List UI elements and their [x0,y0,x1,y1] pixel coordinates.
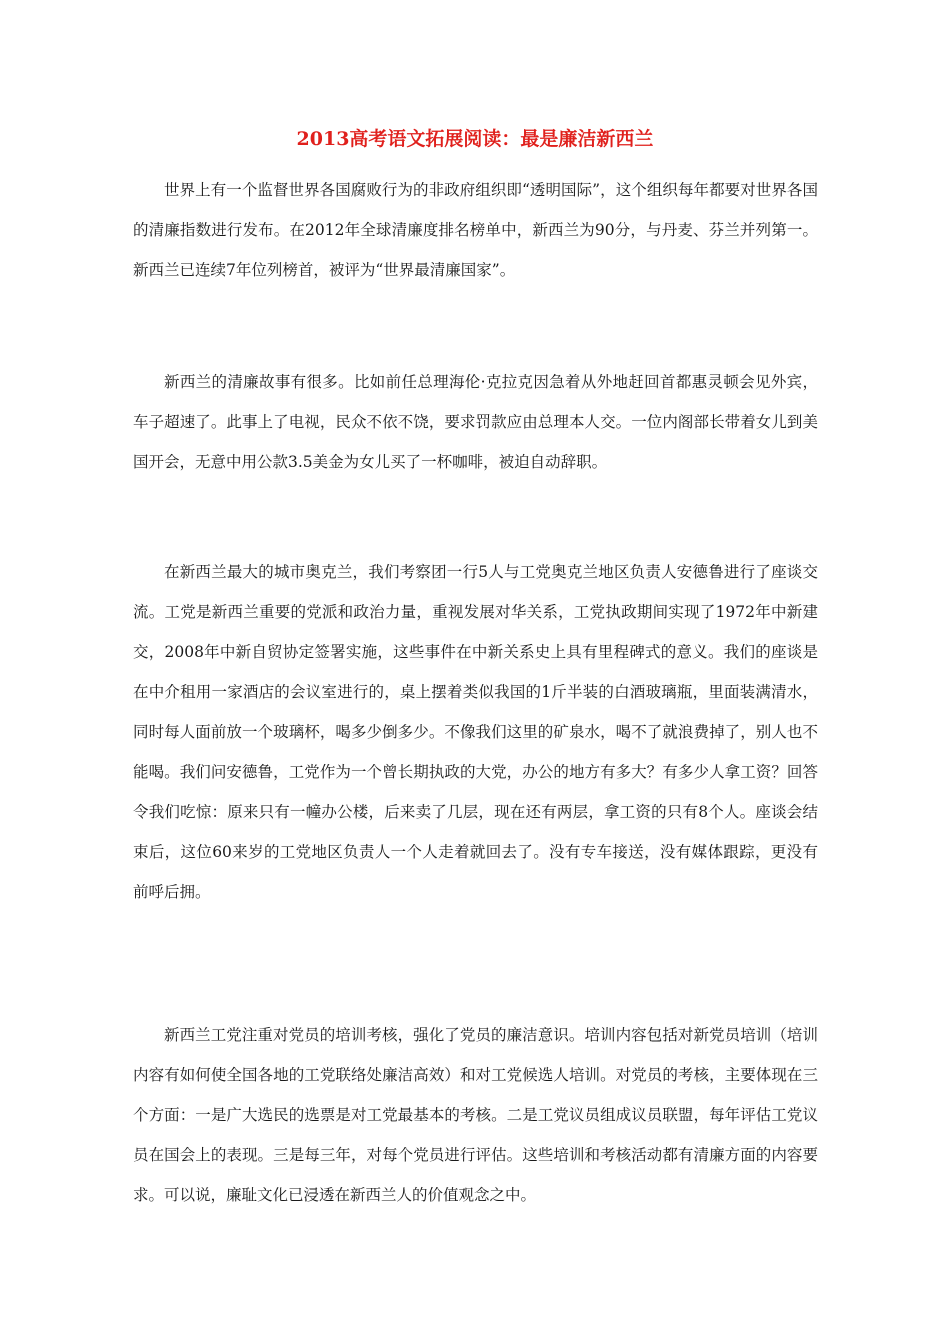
document-title: 2013高考语文拓展阅读：最是廉洁新西兰 [296,128,654,150]
paragraph-integrity-stories: 新西兰的清廉故事有很多。比如前任总理海伦·克拉克因急着从外地赶回首都惠灵顿会见外宾，车子超速了。此事上了电视，民众不依不饶，要求罚款应由总理本人交。一位内阁部长带着女儿到美国开会，无意中用公款3.5美金为女儿买了一杯咖啡，被迫自动辞职。 [133,373,818,471]
paragraph-party-training: 新西兰工党注重对党员的培训考核，强化了党员的廉洁意识。培训内容包括对新党员培训（培训内容有如何使全国各地的工党联络处廉洁高效）和对工党候选人培训。对党员的考核，主要体现在三个方面：一是广大选民的选票是对工党最基本的考核。二是工党议员组成议员联盟，每年评估工党议员在国会上的表现。三是每三年，对每个党员进行评估。这些培训和考核活动都有清廉方面的内容要求。可以说，廉耻文化已浸透在新西兰人的价值观念之中。 [133,1026,818,1204]
paragraph-auckland-meeting: 在新西兰最大的城市奥克兰，我们考察团一行5人与工党奥克兰地区负责人安德鲁进行了座谈交流。工党是新西兰重要的党派和政治力量，重视发展对华关系，工党执政期间实现了1972年中新建交，2008年中新自贸协定签署实施，这些事件在中新关系史上具有里程碑式的意义。我们的座谈是在中介租用一家酒店的会议室进行的，桌上摆着类似我国的1斤半装的白酒玻璃瓶，里面装满清水，同时每人面前放一个玻璃杯，喝多少倒多少。不像我们这里的矿泉水，喝不了就浪费掉了，别人也不能喝。我们问安德鲁，工党作为一个曾长期执政的大党，办公的地方有多大？有多少人拿工资？回答令我们吃惊：原来只有一幢办公楼，后来卖了几层，现在还有两层，拿工资的只有8个人。座谈会结束后，这位60来岁的工党地区负责人一个人走着就回去了。没有专车接送，没有媒体跟踪，更没有前呼后拥。 [133,563,818,901]
paragraph-transparency-international: 世界上有一个监督世界各国腐败行为的非政府组织即“透明国际”，这个组织每年都要对世界各国的清廉指数进行发布。在2012年全球清廉度排名榜单中，新西兰为90分，与丹麦、芬兰并列第一。新西兰已连续7年位列榜首，被评为“世界最清廉国家”。 [133,181,818,279]
